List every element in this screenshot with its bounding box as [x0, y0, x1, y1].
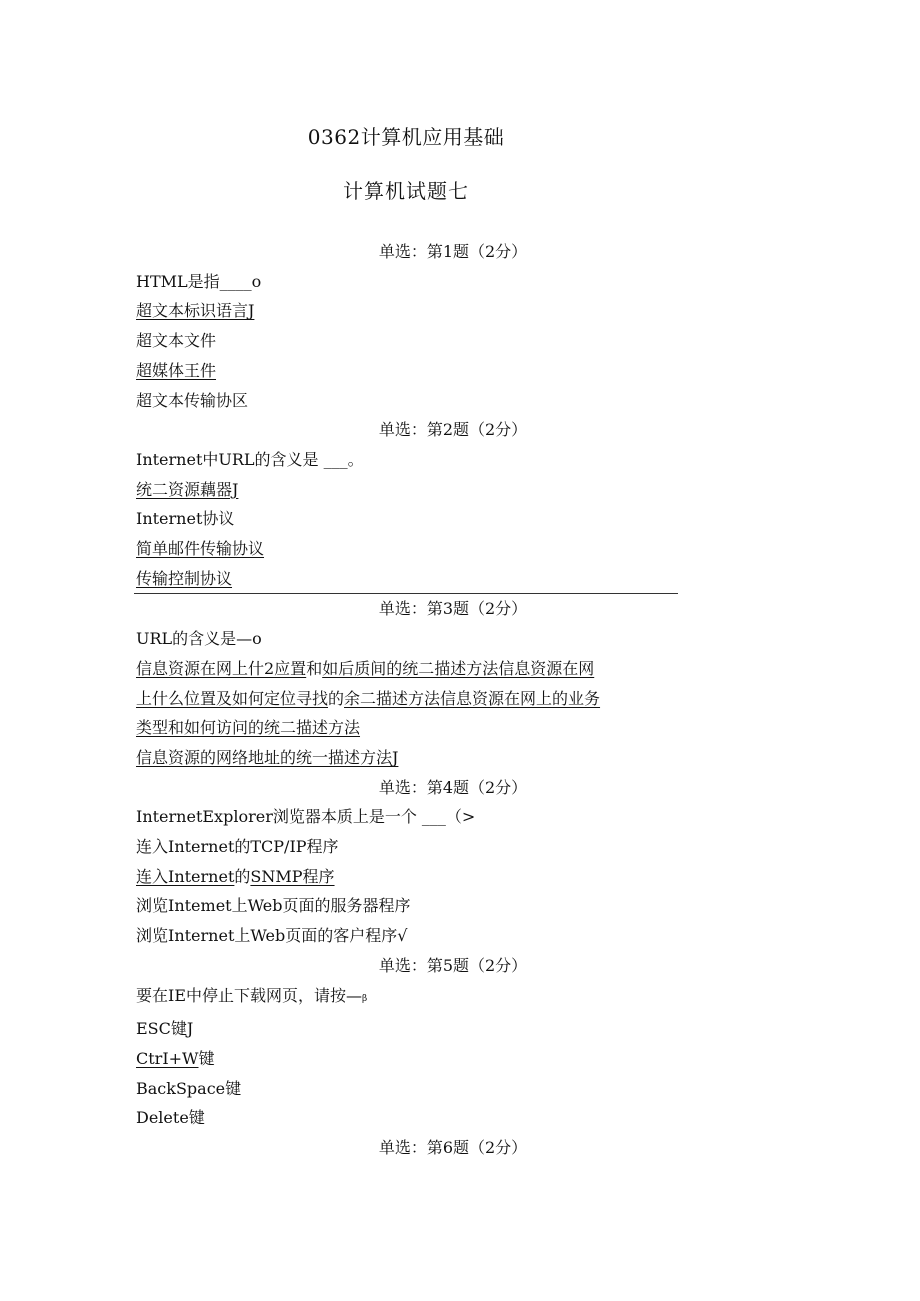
option-text: 统二资源藕器J — [136, 479, 239, 499]
option-text: SNMP程序 — [250, 866, 335, 886]
option-line: BackSpace键 — [136, 1078, 242, 1098]
question-prompt: HTML是指____o — [136, 271, 262, 291]
option-line: 连入Internet的TCP/IP程序 — [136, 837, 339, 856]
option-line — [136, 684, 678, 714]
option-text: 键 — [198, 1048, 215, 1068]
option-text: 的 — [328, 688, 345, 708]
option-text: 超媒体王件 — [136, 360, 217, 380]
option-line — [136, 654, 678, 684]
question-header: 单选：第6题（2分） — [378, 1138, 528, 1158]
option-line — [136, 534, 678, 564]
option-line: 浏览Internet上Web页面的客户程序√ — [136, 926, 408, 946]
option-text: 如后质间的统二描述方法信息资源在网 — [322, 658, 595, 678]
option-text: 余二描述方法信息资源在网上的业务 — [344, 688, 601, 708]
option-line: Internet协议 — [136, 509, 235, 529]
question-header: 单选：第3题（2分） — [378, 599, 528, 619]
option-text: 传输控制协议 — [136, 568, 233, 588]
option-text: 信息资源的网络地址的统一描述方法J — [136, 747, 399, 767]
question-prompt: Internet中URL的含义是 ___。 — [136, 449, 364, 469]
option-line — [136, 296, 678, 326]
question-list — [136, 237, 678, 1163]
option-line — [136, 475, 678, 505]
question-prompt: URL的含义是—o — [136, 629, 262, 649]
option-line: 超文本文件 — [136, 331, 217, 351]
question-header: 单选：第4题（2分） — [378, 777, 528, 797]
option-text: 简单邮件传输协议 — [136, 539, 265, 558]
option-text: CtrI+W — [136, 1048, 199, 1068]
option-line: Delete键 — [136, 1108, 205, 1128]
option-line — [136, 743, 678, 773]
option-line: ESC键J — [136, 1019, 194, 1039]
option-text: 的 — [234, 866, 251, 886]
option-text: 信息资源在网上什2应置 — [136, 658, 307, 678]
option-text: 和 — [306, 658, 323, 678]
option-text: 上什么位置及如何定位寻找 — [136, 688, 329, 708]
option-line — [136, 356, 678, 386]
document-title: 0362计算机应用基础 — [307, 125, 505, 149]
option-text: 类型和如何访问的统二描述方法 — [136, 718, 361, 738]
prompt-subscript: β — [362, 993, 368, 1004]
question-header: 单选：第5题（2分） — [378, 955, 528, 975]
option-text: 超文本标识语言J — [136, 301, 255, 321]
question-header: 单选：第2题（2分） — [378, 420, 528, 440]
option-line — [136, 564, 678, 594]
question-header: 单选：第1题（2分） — [378, 242, 528, 261]
question-prompt: InternetExplorer浏览器本质上是一个 ___（> — [136, 807, 476, 827]
option-line — [136, 1044, 678, 1074]
option-line: 浏览Intemet上Web页面的服务器程序 — [136, 896, 411, 916]
prompt-text: 要在IE中停止下载网页，请按— — [136, 985, 363, 1005]
document-subtitle: 计算机试题七 — [343, 179, 469, 203]
question-prompt — [136, 981, 678, 1015]
option-line — [136, 862, 678, 892]
option-line: 超文本传输协区 — [136, 390, 249, 410]
option-line — [136, 713, 678, 743]
option-text: 连入Internet — [136, 866, 235, 886]
